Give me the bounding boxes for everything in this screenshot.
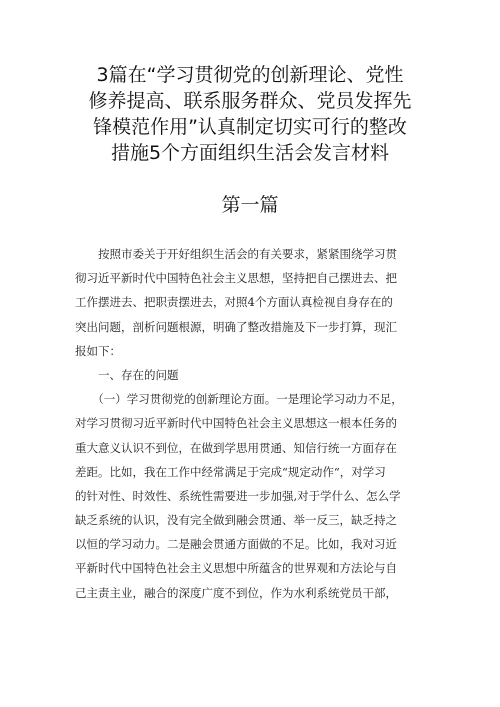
body-line: 突出问题，剖析问题根源，明确了整改措施及下一步打算，现汇 <box>75 319 397 334</box>
document-title <box>60 62 440 166</box>
body-line: 己主责主业，融合的深度广度不到位，作为水利系统党员干部， <box>75 585 397 600</box>
body-line: 的针对性、时效性、系统性需要进一步加强,对于学什么、怎么学 <box>75 488 401 503</box>
title-line: 3篇在“学习贯彻党的创新理论、党性 <box>96 64 404 86</box>
body-line: 一、存在的问题 <box>75 367 179 382</box>
body-line: 差距。比如，我在工作中经常满足于完成“规定动作“，对学习 <box>75 464 386 479</box>
body-line: 以恒的学习动力。二是融会贯通方面做的不足。比如，我对习近 <box>75 537 397 552</box>
section-heading: 第一篇 <box>221 194 279 216</box>
title-line: 锋模范作用”认真制定切实可行的整改 <box>93 116 407 138</box>
document-body <box>75 242 435 605</box>
body-line: 对学习贯彻习近平新时代中国特色社会主义思想这一根本任务的 <box>75 416 397 431</box>
title-line: 措施5个方面组织生活会发言材料 <box>110 142 390 164</box>
body-line: 平新时代中国特色社会主义思想中所蕴含的世界观和方法论与自 <box>75 561 397 576</box>
body-line: （一）学习贯彻党的创新理论方面。一是理论学习动力不足， <box>75 392 403 407</box>
body-line: 工作摆进去、把职责摆进去，对照4个方面认真检视自身存在的 <box>75 295 393 310</box>
body-line: 缺乏系统的认识，没有完全做到融会贯通、举一反三，缺乏持之 <box>75 513 397 528</box>
body-line: 报如下： <box>75 343 121 358</box>
body-line: 彻习近平新时代中国特色社会主义思想，坚持把自己摆进去、把 <box>75 271 397 286</box>
body-line: 按照市委关于开好组织生活会的有关要求，紧紧围绕学习贯 <box>75 247 397 261</box>
body-line: 重大意义认识不到位，在做到学思用贯通、知信行统一方面存在 <box>75 440 397 455</box>
title-line: 修养提高、联系服务群众、党员发挥先 <box>88 90 412 112</box>
